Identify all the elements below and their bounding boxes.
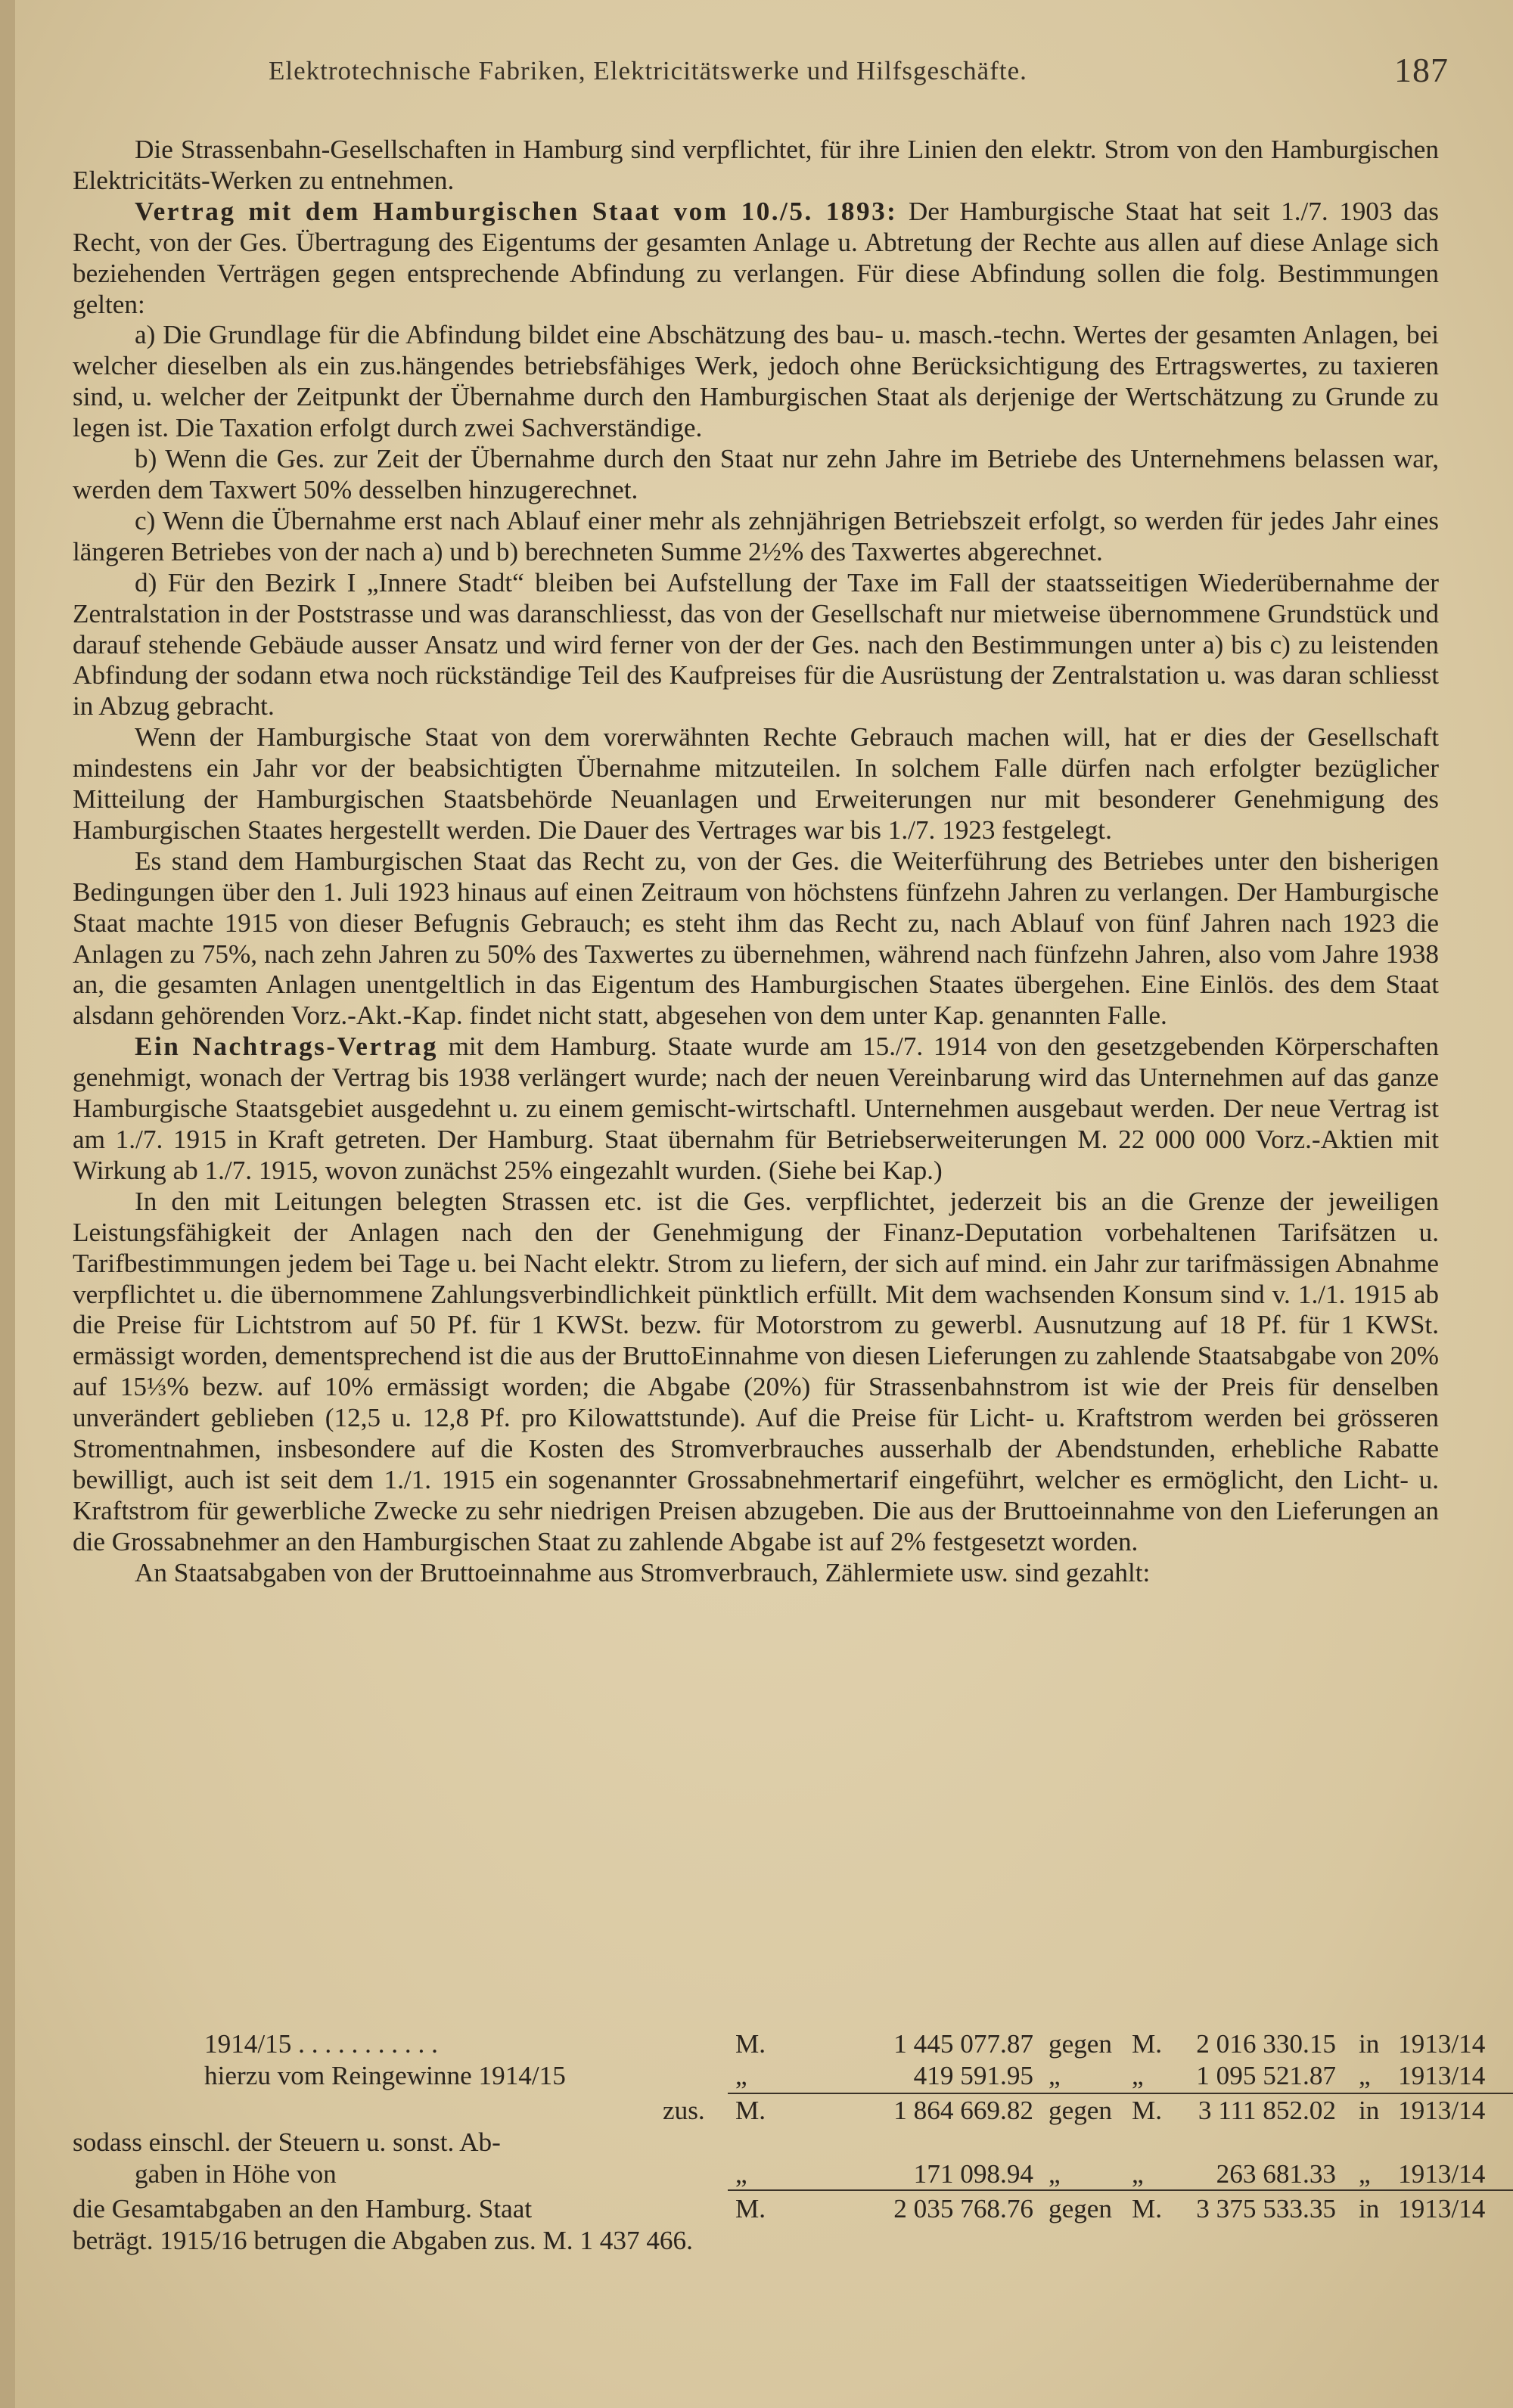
page-number: 187 (1394, 51, 1449, 89)
body-text (73, 135, 1439, 1589)
paragraph-lead: Ein Nachtrags-Vertrag (135, 1032, 439, 1062)
paragraph-3: a) Die Grundlage für die Abfindung bildet eine Abschätzung des bau- u. masch.-techn. Wertes der gesamten Anlagen, bei welcher dieselben als ein zus.hängendes betriebsfähiges Werk, jedoch ohne Berücksichtigung des Ertragswertes, zu taxieren sind, u. welcher der Zeitpunkt der Übernahme durch den Hamburgischen Staat als derjenige der Wertschätzung zu Grunde zu legen ist. Die Taxation erfolgt durch zwei Sachverständige. (73, 320, 1439, 443)
paragraph-lead: Vertrag mit dem Hamburgischen Staat vom 10./5. 1893: (135, 196, 898, 226)
paragraph-1: Die Strassenbahn-Gesellschaften in Hamburg sind verpflichtet, für ihre Linien den elektr. Strom von den Hamburgischen Elektricitäts-Werken zu entnehmen. (73, 135, 1439, 195)
paragraph-2: Vertrag mit dem Hamburgischen Staat vom 10./5. 1893: Der Hamburgische Staat hat seit 1./7. 1903 das Recht, von der Ges. Übertragung des Eigentums der gesamten Anlage u. Abtretung der Rechte aus allen auf diese Anlage sich beziehenden Verträgen gegen entsprechende Abfindung zu verlangen. Für diese Abfindung sollen die folg. Bestimmungen gelten: (73, 196, 1440, 319)
paragraph-11: An Staatsabgaben von der Bruttoeinnahme aus Stromverbrauch, Zählermiete usw. sind gezahlt: (135, 1557, 1151, 1587)
paragraph-8: Es stand dem Hamburgischen Staat das Recht zu, von der Ges. die Weiterführung des Betriebes unter den bisherigen Bedingungen über den 1. Juli 1923 hinaus auf einen Zeitraum von höchstens fünfzehn Jahren zu verlangen. Der Hamburgische Staat machte 1915 von dieser Befugnis Gebrauch; es steht ihm das Recht zu, nach Ablauf von fünf Jahren nach 1923 die Anlagen zu 75%, nach zehn Jahren zu 50% des Taxwertes zu übernehmen, während nach fünfzehn Jahren, also vom Jahre 1938 an, die gesamten Anlagen unentgeltlich in das Eigentum des Hamburgischen Staates übergehen. Eine Einlös. des dem Staat alsdann gehörenden Vorz.-Akt.-Kap. findet nicht statt, abgesehen von dem unter Kap. genannten Falle. (73, 846, 1439, 1031)
sum-rule (728, 2093, 1513, 2094)
tax-table (73, 2029, 1486, 2258)
header-title: Elektrotechnische Fabriken, Elektricitätswerke und Hilfsgeschäfte. (269, 56, 1027, 85)
paragraph-7: Wenn der Hamburgische Staat von dem vorerwähnten Rechte Gebrauch machen will, hat er dies der Gesellschaft mindestens ein Jahr vor der beabsichtigten Übernahme mitzuteilen. In solchem Falle dürfen nach erfolgter bezüglicher Mitteilung der Hamburgischen Staatsbehörde Neuanlagen und Erweiterungen nur mit besonderer Genehmigung des Hamburgischen Staates hergestellt werden. Die Dauer des Vertrages war bis 1./7. 1923 festgelegt. (73, 722, 1439, 845)
table-row: 1914/15 . . . . . . . . . . . M. 1 445 077.87 gegen M. 2 016 330.15 in 1913/14 (204, 2029, 1486, 2059)
table-row: die Gesamtabgaben an den Hamburg. Staat M. 2 035 768.76 gegen M. 3 375 533.35 in 1913/14 (73, 2194, 1486, 2223)
paragraph-10: In den mit Leitungen belegten Strassen etc. ist die Ges. verpflichtet, jederzeit bis an die Grenze der jeweiligen Leistungsfähigkeit der Anlagen nach den der Genehmigung der Finanz-Deputation vorbehaltenen Tarifsätzen u. Tarifbestimmungen jedem bei Tage u. bei Nacht elektr. Strom zu liefern, der sich auf mind. ein Jahr zur tarifmässigen Abnahme verpflichtet u. die übernommene Zahlungsverbindlichkeit pünktlich erfüllt. Mit dem wachsenden Konsum sind v. 1./1. 1915 ab die Preise für Lichtstrom auf 50 Pf. für 1 KWSt. bezw. für Motorstrom zu gewerbl. Ausnutzung auf 18 Pf. für 1 KWSt. ermässigt worden, dementsprechend ist die aus der BruttoEinnahme von diesen Lieferungen zu zahlende Staatsabgabe von 20% auf 15⅓% bezw. auf 10% ermässigt worden; die Abgabe (20%) für Strassenbahnstrom ist wie der Preis für denselben unverändert geblieben (12,5 u. 12,8 Pf. pro Kilowattstunde). Auf die Preise für Licht- u. Kraftstrom werden bei grösseren Stromentnahmen, insbesondere auf die Kosten des Stromverbrauches ausserhalb der Abendstunden, erhebliche Rabatte bewilligt, auch ist seit dem 1./1. 1915 ein sogenannter Grossabnehmertarif eingeführt, welcher es ermöglicht, den Licht- u. Kraftstrom für gewerbliche Zwecke zu sehr niedrigen Preisen abzugeben. Die aus der Bruttoeinnahme von den Lieferungen an die Grossabnehmer an den Hamburgischen Staat zu zahlende Abgabe ist auf 2% festgesetzt worden. (73, 1186, 1439, 1556)
running-header (269, 51, 1449, 89)
table-row: gaben in Höhe von „ 171 098.94 „ „ 263 681.33 „ 1913/14 (135, 2159, 1486, 2189)
table-row: hierzu vom Reingewinne 1914/15 „ 419 591.95 „ „ 1 095 521.87 „ 1913/14 (204, 2061, 1486, 2090)
paragraph-5: c) Wenn die Übernahme erst nach Ablauf einer mehr als zehnjährigen Betriebszeit erfolgt, so werden für jedes Jahr eines längeren Betriebes von der nach a) und b) berechneten Summe 2½% des Taxwertes abgerechnet. (73, 505, 1439, 566)
paragraph-4: b) Wenn die Ges. zur Zeit der Übernahme durch den Staat nur zehn Jahre im Betriebe des Unternehmens belassen war, werden dem Taxwert 50% desselben hinzugerechnet. (73, 444, 1439, 504)
sum-rule (728, 2189, 1513, 2191)
paragraph-6: d) Für den Bezirk I „Innere Stadt“ bleiben bei Aufstellung der Taxe im Fall der staatsseitigen Wiederübernahme der Zentralstation in der Poststrasse und was daranschliesst, das von der Gesellschaft nur mietweise übernommene Grundstück und darauf stehende Gebäude ausser Ansatz und wird ferner von der der Ges. nach den Bestimmungen unter a) bis c) zu leistenden Abfindung der sodann etwa noch rückständige Teil des Kaufpreises für die Ausrüstung der Zentralstation u. was daran schliesst in Abzug gebracht. (73, 567, 1439, 721)
paragraph-9: Ein Nachtrags-Vertrag mit dem Hamburg. Staate wurde am 15./7. 1914 von den gesetzgebenden Körperschaften genehmigt, wonach der Vertrag bis 1938 verlängert wurde; nach der neuen Vereinbarung wird das Unternehmen auf das ganze Hamburgische Staatsgebiet ausgedehnt u. zu einem gemischt-wirtschaftl. Unternehmen ausgebaut werden. Der neue Vertrag ist am 1./7. 1915 in Kraft getreten. Der Hamburg. Staat übernahm für Betriebserweiterungen M. 22 000 000 Vorz.-Aktien mit Wirkung ab 1./7. 1915, wovon zunächst 25% eingezahlt wurden. (Siehe bei Kap.) (73, 1032, 1439, 1185)
table-footer: beträgt. 1915/16 betrugen die Abgaben zus. M. 1 437 466. (73, 2226, 693, 2255)
table-row: zus. M. 1 864 669.82 gegen M. 3 111 852.02 in 1913/14 (663, 2096, 1486, 2125)
table-row: sodass einschl. der Steuern u. sonst. Ab- (73, 2127, 501, 2157)
page-edge-shadow (0, 0, 15, 2408)
